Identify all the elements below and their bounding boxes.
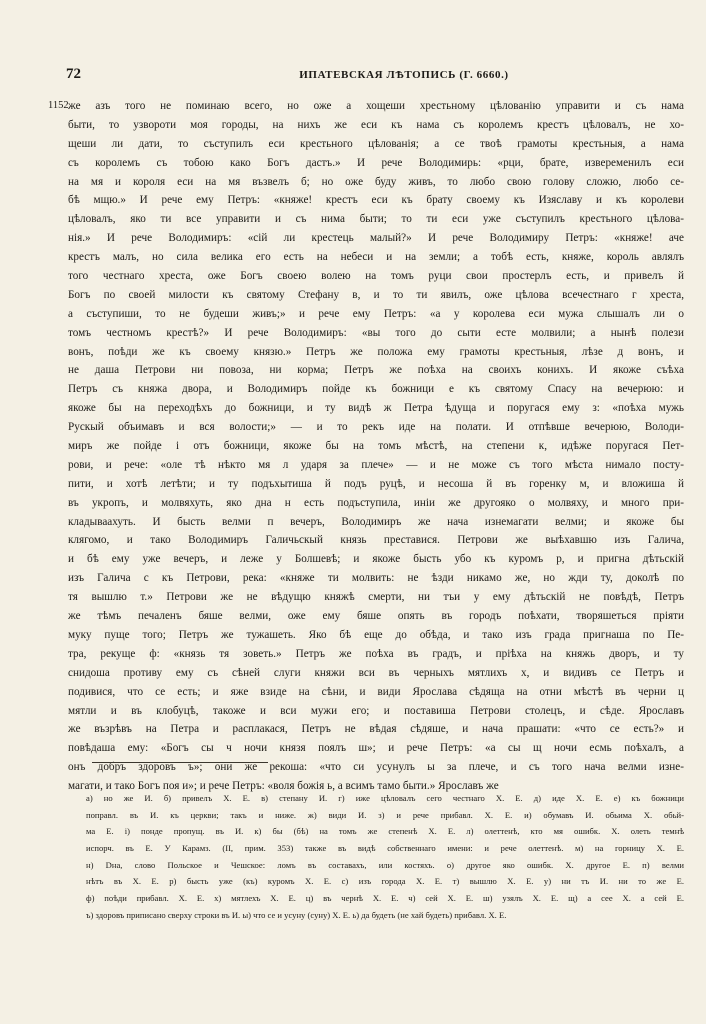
text-line: кладываахуть. И бысть велми п вечеръ, Володимиръ же нача изнемагати велми; и якоже бы [68,515,684,528]
year-marker: 1152 [48,100,69,111]
text-line: нiя.» И рече Володимиръ: «сiй ли крестець малый?» И рече Володимиру Петръ: «княже! аче [68,232,684,245]
text-line: и бѣ ему уже вечеръ, и леже у Болшевѣ; и якоже бысть убо къ куромъ р, и пригна дѣтьскій [68,553,684,566]
footnotes [86,790,684,924]
text-line: рови, и рече: «оле тѣ нѣкто мя л ударя за плече» — и не може съ того мѣста нимало посту- [68,458,684,471]
text-line: клягомо, и тако Володимиръ Галичьскый князь преставися. Петрови же выѣхавшю изъ Галича, [68,534,684,547]
text-line: подивися, что се есть; и яже взиде на сѣни, и види Ярослава сѣдяща на отни мѣстѣ въ черни ц [68,685,684,698]
text-line: Петръ съ княжа двора, и Володимиръ пойде къ божници е къ святому Спасу на вечерюю: и [68,383,684,396]
text-line: на мя и короля еси на мя възвелъ б; но оже буду живъ, то любо свою голову сложю, любо се- [68,175,684,188]
footnote-line: испорч. въ Е. У Карамз. (II, прим. 353) также въ видѣ собственнаго имени: и рече олеттенѣ. м) на горницу Х. Е. [86,843,684,854]
text-line: повѣдаша ему: «Богъ сы ч ночи князя поялъ ш»; и рече Петръ: «а сы щ ночи есмь поѣхалъ, а [68,742,684,755]
main-text [48,97,684,796]
footnote-line: н) Dна, слово Польское и Чешское: ломъ въ составахъ, или костяхъ. о) другое яко ошибк. Х. другое Е. п) велми [86,859,684,870]
text-line: миръ же пойде і отъ божници, якоже бы на томъ мѣстѣ, на степени к, идѣже поругася Пет- [68,440,684,453]
text-line: крестъ малъ, но сила велика его есть на небеси и на земли; а тобѣ есть, княже, король авлялъ [68,251,684,264]
text-line: пити, и хотѣ летѣти; и ту подъхытиша й подъ руцѣ, и несоша й въ горенку м, и вложиша й [68,477,684,490]
text-lines [68,97,684,796]
text-line: цѣловалъ, яко ти все управити и съ нима быти; то ти еси уже съступилъ крестьного цѣлова- [68,213,684,226]
text-line: Рускый объимавъ и вся волости;» — и то рекъ иде на полати. И отпѣвше вечерюю, Володи- [68,421,684,434]
text-line: томъ честномъ крестѣ?» И рече Володимиръ: «вы того до сыти есте молвили; а нынѣ полези [68,326,684,339]
footnote-rule [92,762,268,763]
text-line: магати, и тако Богъ поя и»; и рече Петръ: «воля божія ь, а всимъ тамо быти.» Ярославъ же [68,780,499,793]
page-number: 72 [66,66,81,82]
text-line: же азъ того не поминаю всего, но оже а хощеши хрестьному цѣлованiю управити и съ нама [68,100,684,112]
footnote-line: ф) поѣди прибавл. Х. Е. х) мятлехъ Х. Е. ц) въ чернѣ Х. Е. ч) сей Х. Е. ш) узялъ Х. Е. щ) а сее Х. а сей Е. [86,893,684,904]
footnote-line: нѣтъ въ Х. Е. р) бысть уже (къ) куромъ Х. Е. с) изъ города Х. Е. т) вышлю Х. Е. у) ни тъ И. ни то же Е. [86,876,684,887]
text-line: бѣ мщю.» И рече ему Петръ: «княже! крестъ еси къ брату своему къ Изяславу и къ королеви [68,194,684,207]
text-line: тя вышлю т.» Петрови же не вѣдущю княжѣ смерти, ни тъи у ему дѣтьскій не повѣдѣ, Петръ [68,591,684,604]
text-line: въ укропъ, и молвяхуть, яко дна н есть подъступила, инiи же другояко о молвяху, и много при- [68,496,684,509]
text-line: же възрѣвъ на Петра и расплакася, Петръ не вѣдая сѣдяше, и нача прашати: «что се есть?» и [68,723,684,736]
text-line: изъ Галича с къ Петрови, река: «княже ти молвить: не ѣзди никамо же, но жди ту, доколѣ по [68,572,684,585]
running-title: ИПАТЕВСКАЯ ЛѢТОПИСЬ (Г. 6660.) [299,69,509,81]
text-line: быти, то узворoти моя городы, на нихъ же еси къ нама съ королемъ крестъ цѣловалъ, не хо- [68,118,684,131]
text-line: снидоша противу ему съ сѣней слуги княжи вси въ черныхъ мятлихъ х, и видивъ се Петръ и [68,666,684,679]
footnote-line: ъ) здоровъ приписано сверху строки въ И. ы) что се и усуну (суну) Х. Е. ь) да будеть (не хай будеть) прибавл. Х. Е. [86,909,507,920]
text-line: съ королемъ съ тобою како Богъ дастъ.» И рече Володимирь: «рци, брате, извеременилъ еси [68,156,684,169]
text-line: же тѣмъ печаленъ бяше велми, оже ему бяше опять въ городъ поѣхати, творяшеться прiяти [68,610,684,623]
page-header [66,66,682,86]
text-line: не даша Петрови ни повоза, ни корма; Петръ же поѣха на своихъ конихъ. И якоже съѣха [68,364,684,377]
text-line: Богъ по своей милости къ святому Стефану в, и то ти явилъ, оже цѣлова всечестнаго г хреста, [68,288,684,301]
text-line: а съступиши, то не будеши живъ;» и рече ему Петръ: «а у королева еси мужа слышалъ ли о [68,307,684,320]
text-line: мятли и въ клобуцѣ, такоже и вси мужи его; и поставиша Петрови столецъ, и сѣде. Ярославъ [68,704,684,717]
text-line: вонъ, поѣди же къ своему князю.» Петръ же положа ему грамоты крестьныя, лѣзе д вонъ, и [68,345,684,358]
footnote-line: а) но же И. б) привелъ Х. Е. в) степану И. г) иже цѣловалъ сего честнаго Х. Е. д) иде Х. Е. е) къ божници [86,793,684,803]
text-line: тра, рекуще ф: «князь тя зоветь.» Петръ же поѣха въ градъ, и прiѣха на княжь дворъ, и ту [68,647,684,660]
text-line: щеши ли дати, то съступилъ еси крестьного цѣлованiя; а се твоѣ грамоты крестьныя, а нама [68,137,684,150]
text-line: якоже бы на переходѣхъ до божници, и ту видѣ ж Петра ѣдуща и поругася ему з: «поѣха мужь [68,402,684,415]
text-line: онъ добръ здоровъ ъ»; они же рекоша: «что си усунулъ ы за плече, и съ того нача велми изне- [68,761,684,774]
text-line: муку пуще того; Петръ же тужашеть. Яко бѣ еще до обѣда, и тако изъ града пригнаша по Пе- [68,628,684,641]
text-line: того честнаго хреста, оже Богъ своею волею на томъ руци свои простерлъ есть, и привелъ й [68,270,684,283]
footnote-line: поправл. въ И. къ церкви; такъ и ниже. ж) види И. з) и рече прибавл. Х. Е. и) обумавъ И. обьима Х. обьй- [86,809,684,820]
footnote-line: ма Е. і) понде пропущ. въ И. к) бы (бѣ) на томъ же степенѣ Х. Е. л) олеттенѣ, кто мя ошибк. Х. олеть темнѣ [86,826,684,837]
